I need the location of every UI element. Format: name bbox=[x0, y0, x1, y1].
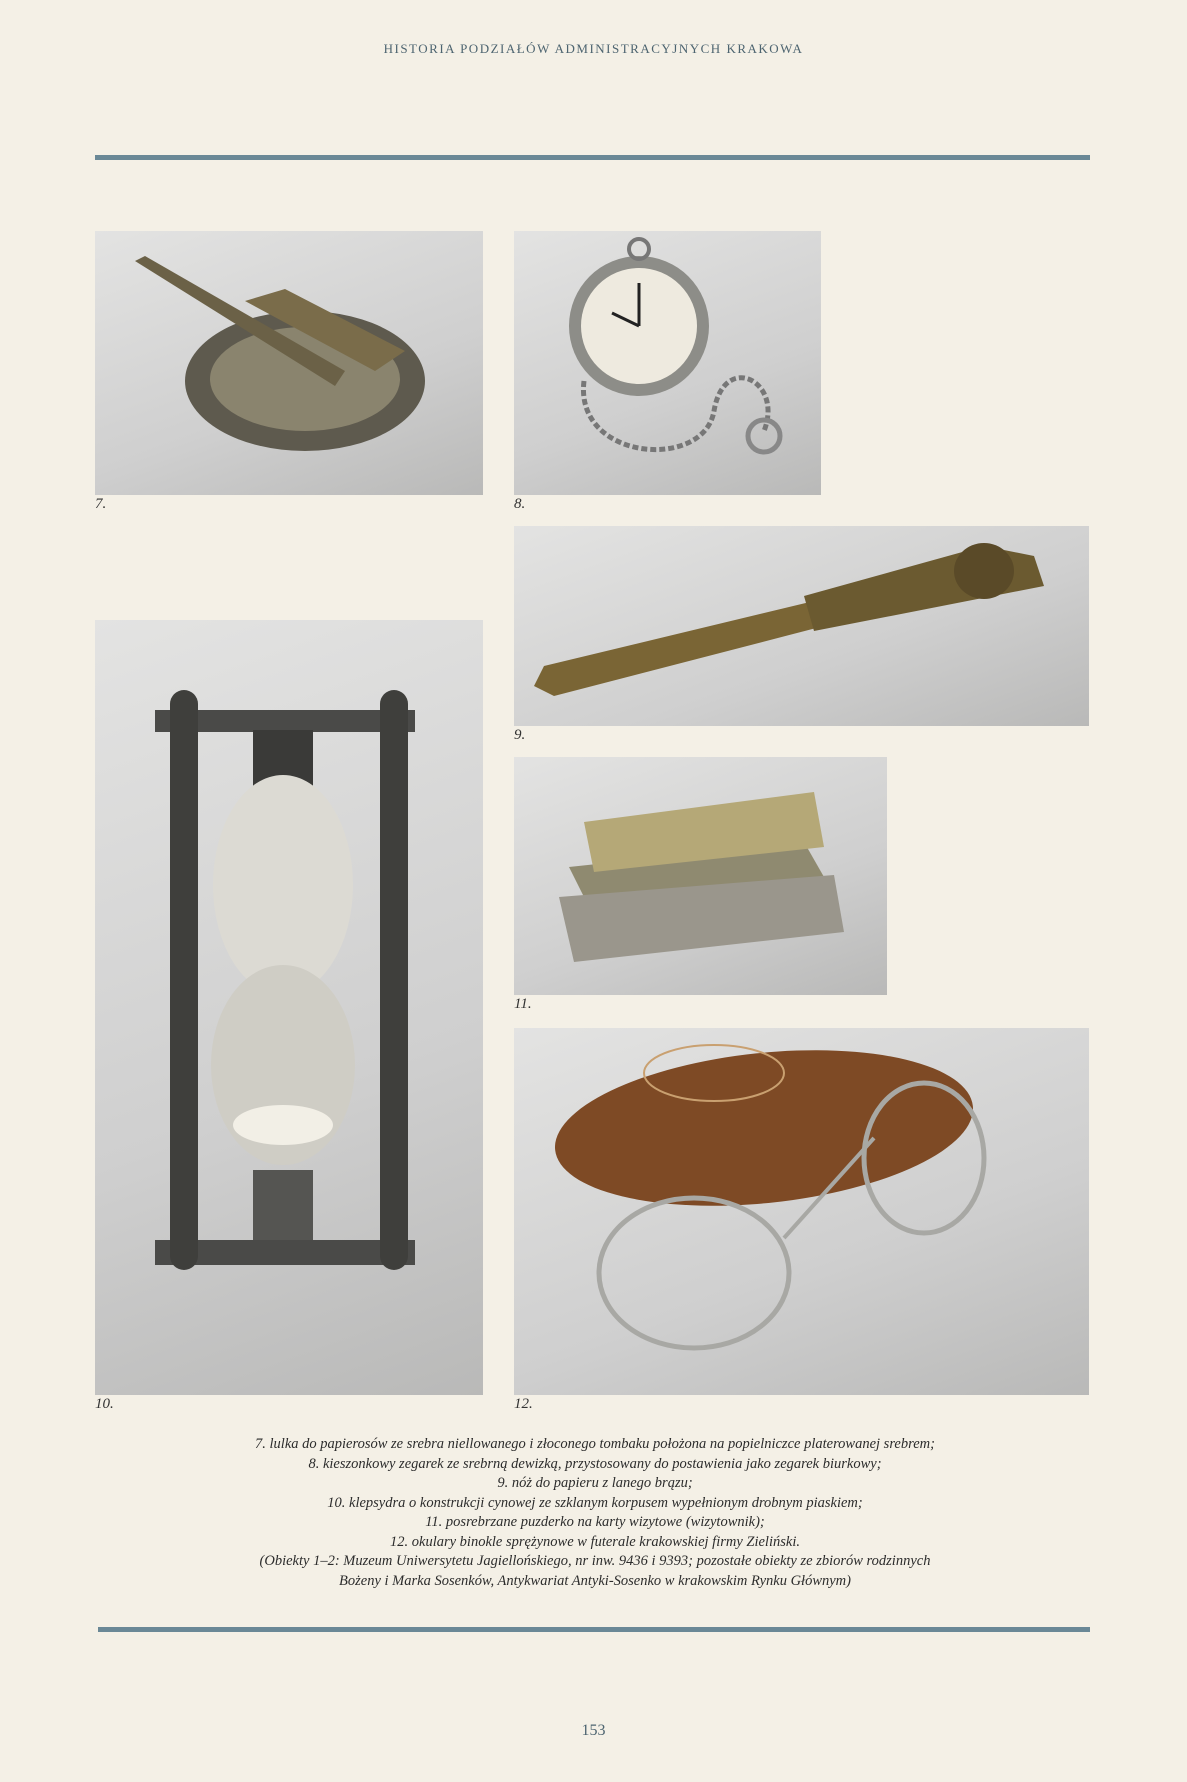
bottom-rule bbox=[98, 1627, 1090, 1632]
photo-hourglass bbox=[95, 620, 483, 1395]
figure-number-8: 8. bbox=[514, 496, 526, 512]
caption-line: 11. posrebrzane puzderko na karty wizytowe (wizytownik); bbox=[425, 1514, 765, 1530]
figure-captions bbox=[130, 1435, 1060, 1591]
caption-line: Bożeny i Marka Sosenków, Antykwariat Antyki-Sosenko w krakowskim Rynku Głównym) bbox=[339, 1572, 851, 1589]
figure-number-7: 7. bbox=[95, 496, 107, 512]
running-header: HISTORIA PODZIAŁÓW ADMINISTRACYJNYCH KRAKOWA bbox=[383, 41, 804, 56]
caption-line: 10. klepsydra o konstrukcji cynowej ze szklanym korpusem wypełnionym drobnym piaskiem; bbox=[327, 1494, 863, 1511]
photo-card-case bbox=[514, 757, 887, 995]
top-rule bbox=[95, 155, 1090, 160]
caption-line: 7. lulka do papierosów ze srebra niellowanego i złoconego tombaku położona na popielniczce platerowanej srebrem; bbox=[255, 1436, 935, 1452]
photo-pince-nez bbox=[514, 1028, 1089, 1395]
caption-line: 9. nóż do papieru z lanego brązu; bbox=[497, 1475, 693, 1491]
caption-line: 12. okulary binokle sprężynowe w futerale krakowskiej firmy Zieliński. bbox=[390, 1533, 800, 1550]
figure-number-9: 9. bbox=[514, 727, 526, 743]
page-number: 153 bbox=[581, 1722, 606, 1739]
figure-number-11: 11. bbox=[514, 996, 532, 1012]
caption-line: (Obiekty 1–2: Muzeum Uniwersytetu Jagiellońskiego, nr inw. 9436 i 9393; pozostałe obiekty ze zbiorów rodzinnych bbox=[259, 1553, 931, 1569]
photo-paper-knife bbox=[514, 526, 1089, 726]
figure-number-12: 12. bbox=[514, 1396, 533, 1412]
caption-line: 8. kieszonkowy zegarek ze srebrną dewizką, przystosowany do postawienia jako zegarek biurkowy; bbox=[308, 1455, 882, 1472]
photo-pocket-watch bbox=[514, 231, 821, 495]
figure-number-10: 10. bbox=[95, 1396, 114, 1412]
photo-cigarette-holder bbox=[95, 231, 483, 495]
